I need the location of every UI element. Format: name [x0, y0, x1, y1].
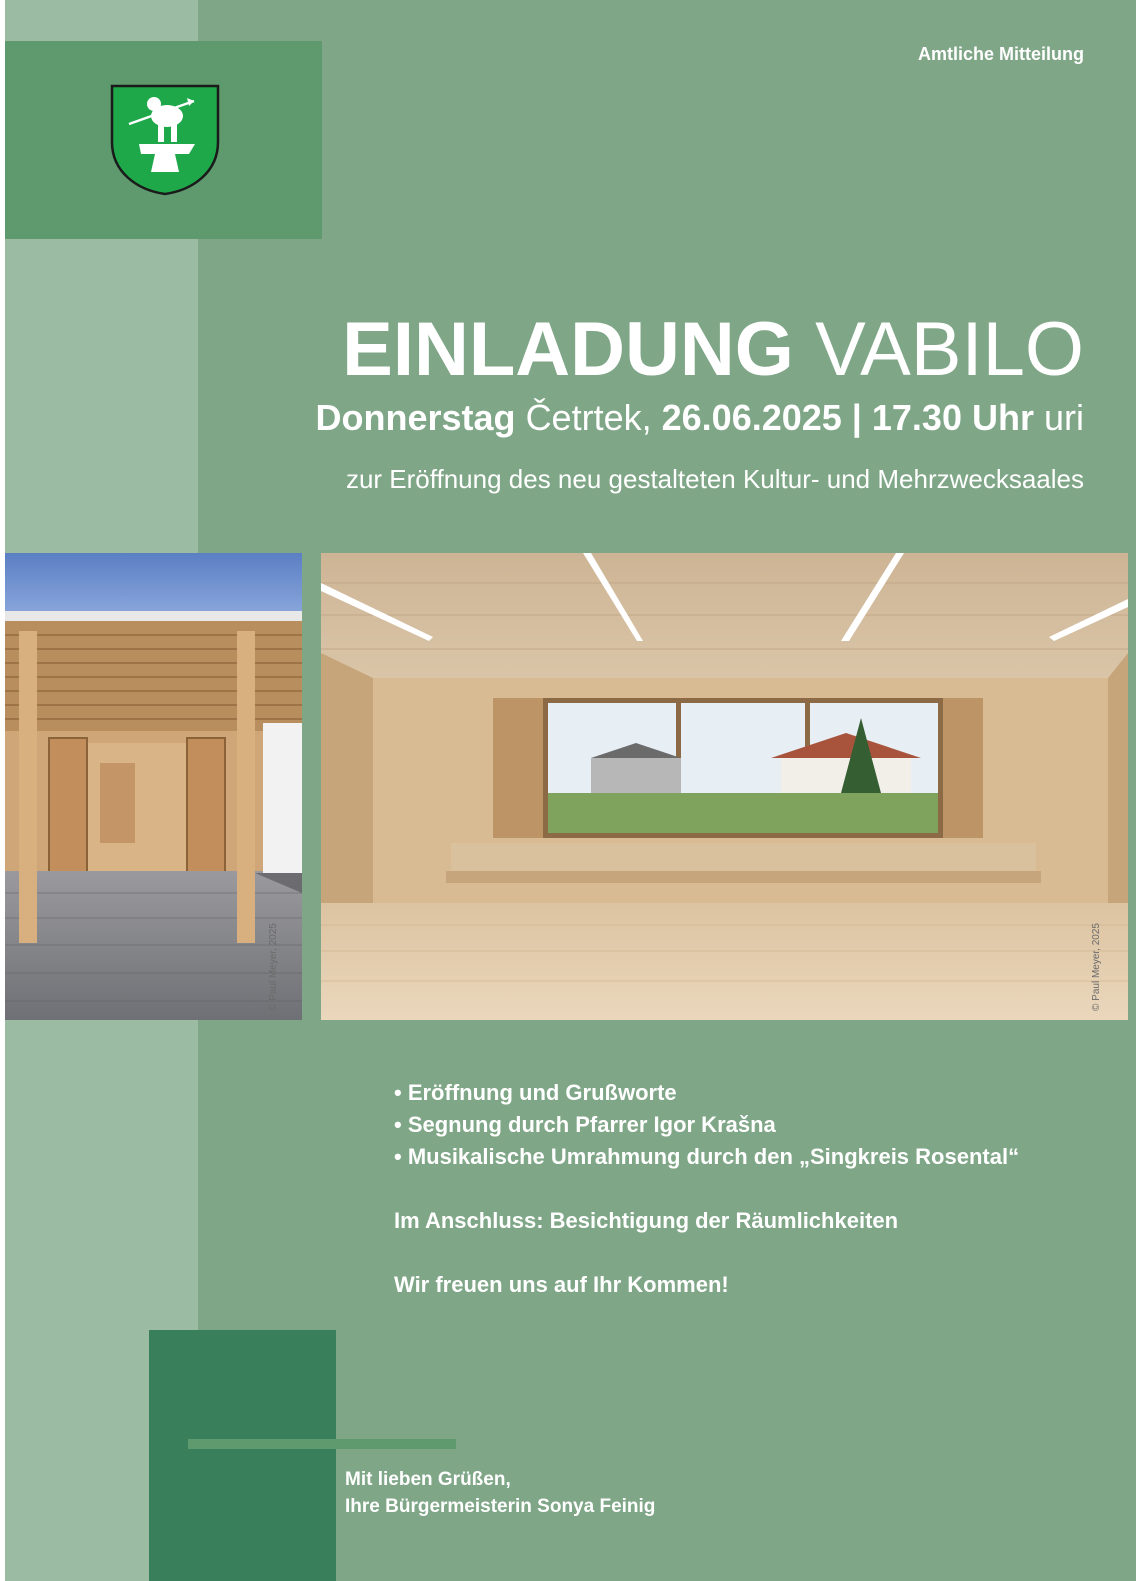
event-datetime: [316, 394, 1084, 442]
entrance-photo: [5, 553, 302, 1020]
hall-photo: [321, 553, 1128, 1020]
time-suffix: uri: [1043, 397, 1084, 438]
program-list: [394, 1077, 1019, 1301]
program-after: Im Anschluss: Besichtigung der Räumlichkeiten: [394, 1208, 899, 1233]
program-closing: Wir freuen uns auf Ihr Kommen!: [394, 1272, 729, 1297]
date-time: 26.06.2025 | 17.30 Uhr: [661, 397, 1034, 438]
coat-of-arms-icon: [109, 84, 221, 196]
title-bold: EINLADUNG: [342, 307, 794, 392]
decor-block: [149, 1330, 336, 1581]
day-slovene: Četrtek,: [525, 397, 652, 438]
photo-credit-left: © Paul Meyer, 2025: [268, 923, 279, 1011]
signature: [345, 1466, 655, 1520]
photo-credit-right: © Paul Meyer, 2025: [1091, 923, 1102, 1011]
list-item: • Eröffnung und Grußworte: [394, 1080, 677, 1105]
list-item: • Musikalische Umrahmung durch den „Singkreis Rosental“: [394, 1144, 1020, 1169]
list-item: • Segnung durch Pfarrer Igor Krašna: [394, 1112, 776, 1137]
day-german: Donnerstag: [315, 397, 516, 438]
official-notice: Amtliche Mitteilung: [918, 44, 1084, 64]
event-tagline: zur Eröffnung des neu gestalteten Kultur- und Mehrzwecksaales: [345, 464, 1084, 494]
page-title: [342, 305, 1084, 395]
title-light: VABILO: [815, 307, 1084, 392]
invitation-page: [5, 0, 1136, 1581]
signature-name: Ihre Bürgermeisterin Sonya Feinig: [345, 1496, 656, 1517]
signature-greeting: Mit lieben Grüßen,: [345, 1469, 511, 1490]
divider: [188, 1439, 456, 1449]
